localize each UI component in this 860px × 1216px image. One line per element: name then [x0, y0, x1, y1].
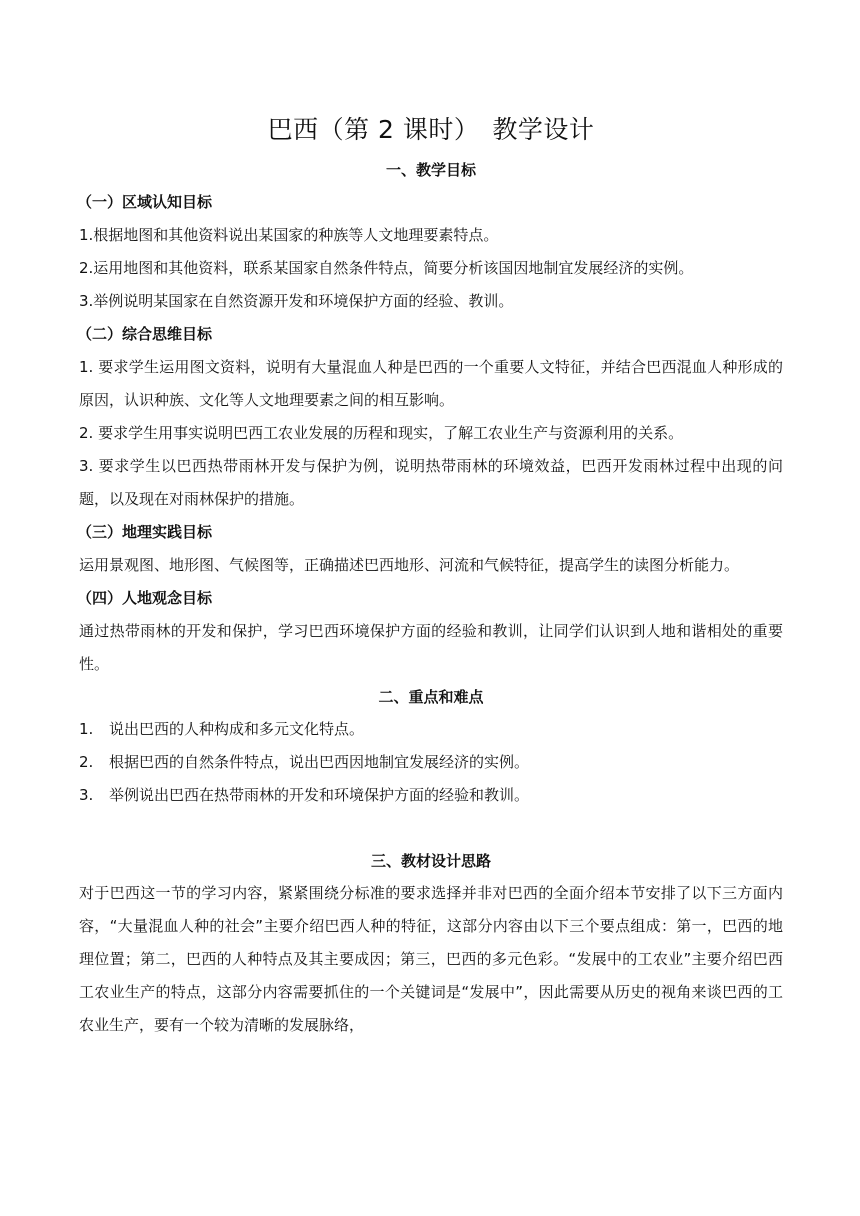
paragraph: 运用景观图、地形图、气候图等，正确描述巴西地形、河流和气候特征，提高学生的读图分析能力。: [79, 556, 740, 574]
paragraph: 对于巴西这一节的学习内容，紧紧围绕分标准的要求选择并非对巴西的全面介绍本节安排了以下三方面内容，“大量混血人种的社会”主要介绍巴西人种的特征，这部分内容由以下三个要点组成：第一，巴西的地理位置；第二，巴西的人种特点及其主要成因；第三，巴西的多元色彩。“发展中的工农业”主要介绍巴西工农业生产的特点，这部分内容需要抓住的一个关键词是“发展中”，因此需要从历史的视角来谈巴西的工农业生产，要有一个较为清晰的发展脉络，: [79, 884, 783, 1034]
list-item: [79, 779, 783, 812]
section-heading-objectives: 一、教学目标: [385, 161, 476, 179]
list-item: [79, 746, 783, 779]
list-text: 举例说出巴西在热带雨林的开发和环境保护方面的经验和教训。: [109, 786, 530, 804]
document-title: 巴西（第 2 课时） 教学设计: [267, 115, 595, 144]
subheading-comprehensive-thinking: （二）综合思维目标: [77, 325, 213, 343]
document-body: [79, 108, 783, 1042]
list-text: 说出巴西的人种构成和多元文化特点。: [109, 720, 365, 738]
subheading-geographic-practice: （三）地理实践目标: [77, 523, 213, 541]
paragraph: 2. 要求学生用事实说明巴西工农业发展的历程和现实，了解工农业生产与资源利用的关系。: [79, 424, 684, 442]
paragraph: 3.举例说明某国家在自然资源开发和环境保护方面的经验、教训。: [79, 292, 514, 310]
subheading-human-land-concept: （四）人地观念目标: [77, 589, 213, 607]
paragraph: 通过热带雨林的开发和保护，学习巴西环境保护方面的经验和教训，让同学们认识到人地和谐相处的重要性。: [79, 622, 783, 673]
list-text: 根据巴西的自然条件特点，说出巴西因地制宜发展经济的实例。: [109, 753, 530, 771]
paragraph: 1. 要求学生运用图文资料，说明有大量混血人种是巴西的一个重要人文特征，并结合巴西混血人种形成的原因，认识种族、文化等人文地理要素之间的相互影响。: [79, 358, 783, 409]
paragraph: 3. 要求学生以巴西热带雨林开发与保护为例，说明热带雨林的环境效益，巴西开发雨林过程中出现的问题，以及现在对雨林保护的措施。: [79, 457, 783, 508]
subheading-regional-cognition: （一）区域认知目标: [77, 193, 213, 211]
paragraph: 2.运用地图和其他资料，联系某国家自然条件特点，简要分析该国因地制宜发展经济的实例。: [79, 259, 694, 277]
paragraph: 1.根据地图和其他资料说出某国家的种族等人文地理要素特点。: [79, 226, 499, 244]
section-heading-design-rationale: 三、教材设计思路: [370, 852, 491, 870]
list-number: 1.: [79, 720, 94, 738]
list-number: 2.: [79, 753, 94, 771]
list-number: 3.: [79, 786, 94, 804]
list-item: [79, 713, 783, 746]
section-heading-key-points: 二、重点和难点: [378, 688, 484, 706]
spacer: [79, 812, 783, 845]
